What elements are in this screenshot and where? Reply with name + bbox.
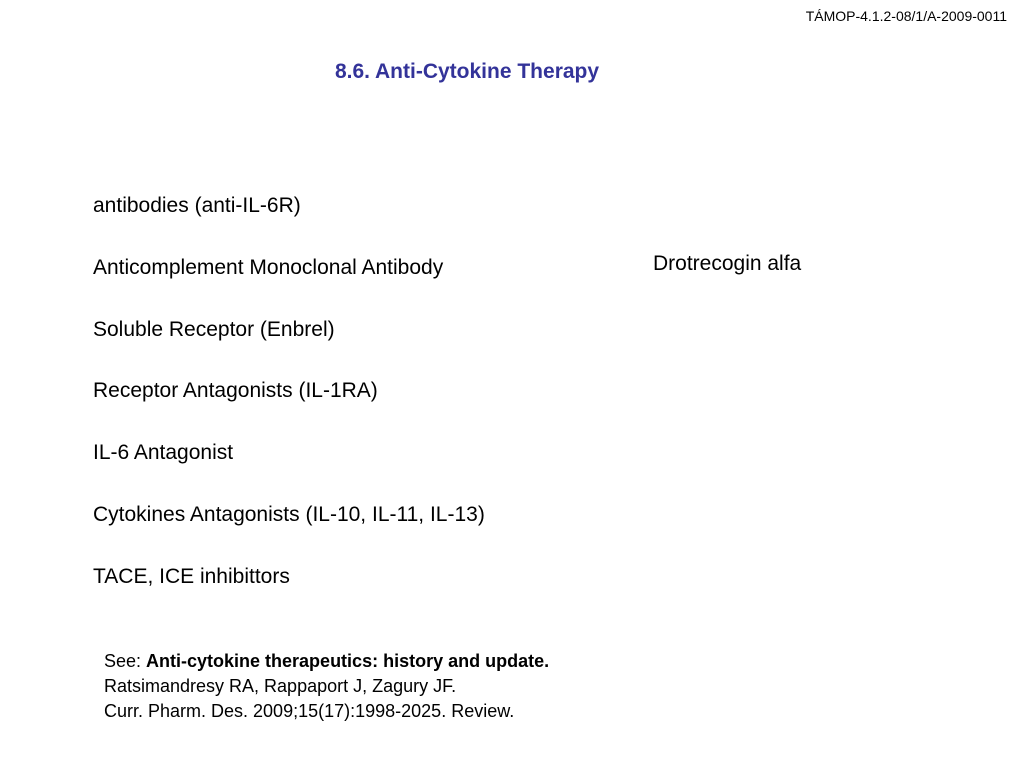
therapy-item: Receptor Antagonists (IL-1RA) (93, 379, 378, 403)
reference-authors: Ratsimandresy RA, Rappaport J, Zagury JF. (104, 676, 457, 696)
reference-title-line (104, 649, 549, 674)
therapy-item: Soluble Receptor (Enbrel) (93, 317, 335, 341)
therapy-item: antibodies (anti-IL-6R) (93, 194, 301, 217)
therapy-item: Cytokines Antagonists (IL-10, IL-11, IL-13) (93, 502, 485, 526)
therapy-item: IL-6 Antagonist (93, 441, 234, 465)
therapy-item: TACE, ICE inhibittors (93, 564, 290, 588)
reference-title: Anti-cytokine therapeutics: history and update. (146, 651, 550, 671)
therapy-list (93, 190, 485, 623)
slide-title: 8.6. Anti-Cytokine Therapy (334, 60, 600, 83)
reference-block (104, 649, 549, 724)
project-code: TÁMOP-4.1.2-08/1/A-2009-0011 (805, 8, 1007, 24)
reference-prefix: See: (104, 651, 147, 671)
therapy-item: Anticomplement Monoclonal Antibody (93, 255, 444, 279)
side-note: Drotrecogin alfa (653, 252, 802, 275)
reference-citation: Curr. Pharm. Des. 2009;15(17):1998-2025. Review. (104, 701, 515, 721)
